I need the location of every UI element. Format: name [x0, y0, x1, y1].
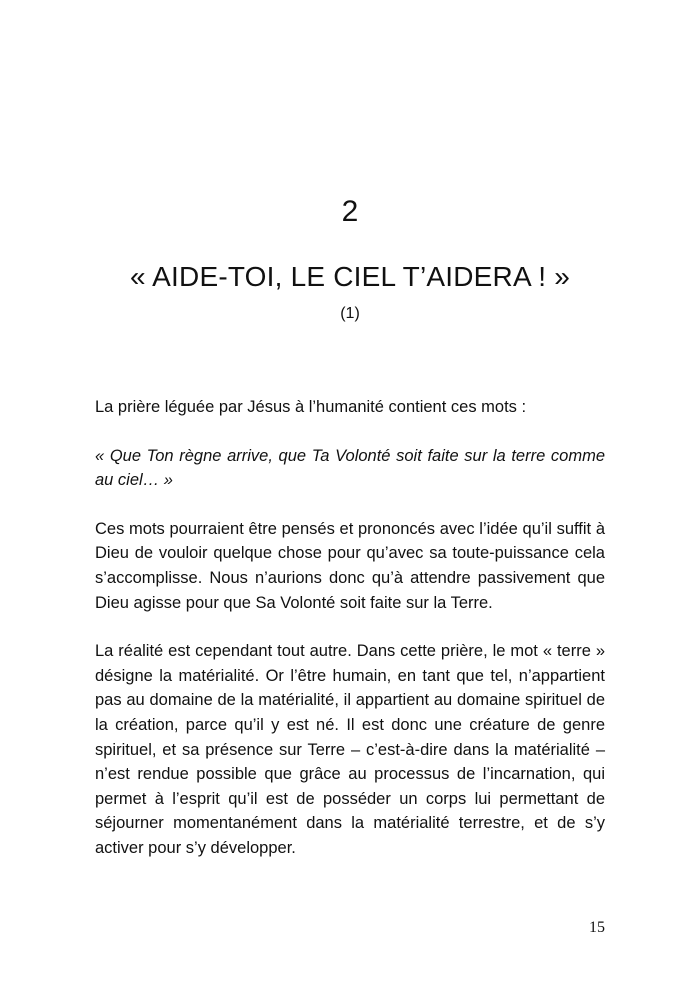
prayer-quote: « Que Ton règne arrive, que Ta Volonté soit faite sur la terre comme au ciel… » — [95, 446, 605, 490]
paragraph-interpretation: Ces mots pourraient être pensés et prononcés avec l’idée qu’il suffit à Dieu de vouloir quelque chose pour qu’avec sa toute-puissance cela s’accomplisse. Nous n’aurions donc qu’à attendre passivement que Dieu agisse pour que Sa Volonté soit faite sur la Terre. — [95, 519, 605, 612]
footnote-reference: (1) — [340, 305, 360, 322]
chapter-number: 2 — [341, 195, 359, 228]
chapter-title: « AIDE-TOI, LE CIEL T’AIDERA ! » — [129, 261, 571, 292]
body-text — [95, 395, 605, 885]
page-number: 15 — [589, 919, 605, 936]
paragraph-intro: La prière léguée par Jésus à l’humanité contient ces mots : — [95, 398, 527, 416]
paragraph-reality: La réalité est cependant tout autre. Dans cette prière, le mot « terre » désigne la matérialité. Or l’être humain, en tant que tel, n’appartient pas au domaine de la matérialité, il appartient au domaine spirituel de la création, parce qu’il y est né. Il est donc une créature de genre spirituel, et sa présence sur Terre – c’est-à-dire dans la matérialité – n’est rendue possible que grâce au processus de l’incarnation, qui permet à l’esprit qu’il est de posséder un corps lui permettant de séjourner momentanément dans la matérialité terrestre, et de s’y activer pour s’y développer. — [95, 642, 605, 857]
